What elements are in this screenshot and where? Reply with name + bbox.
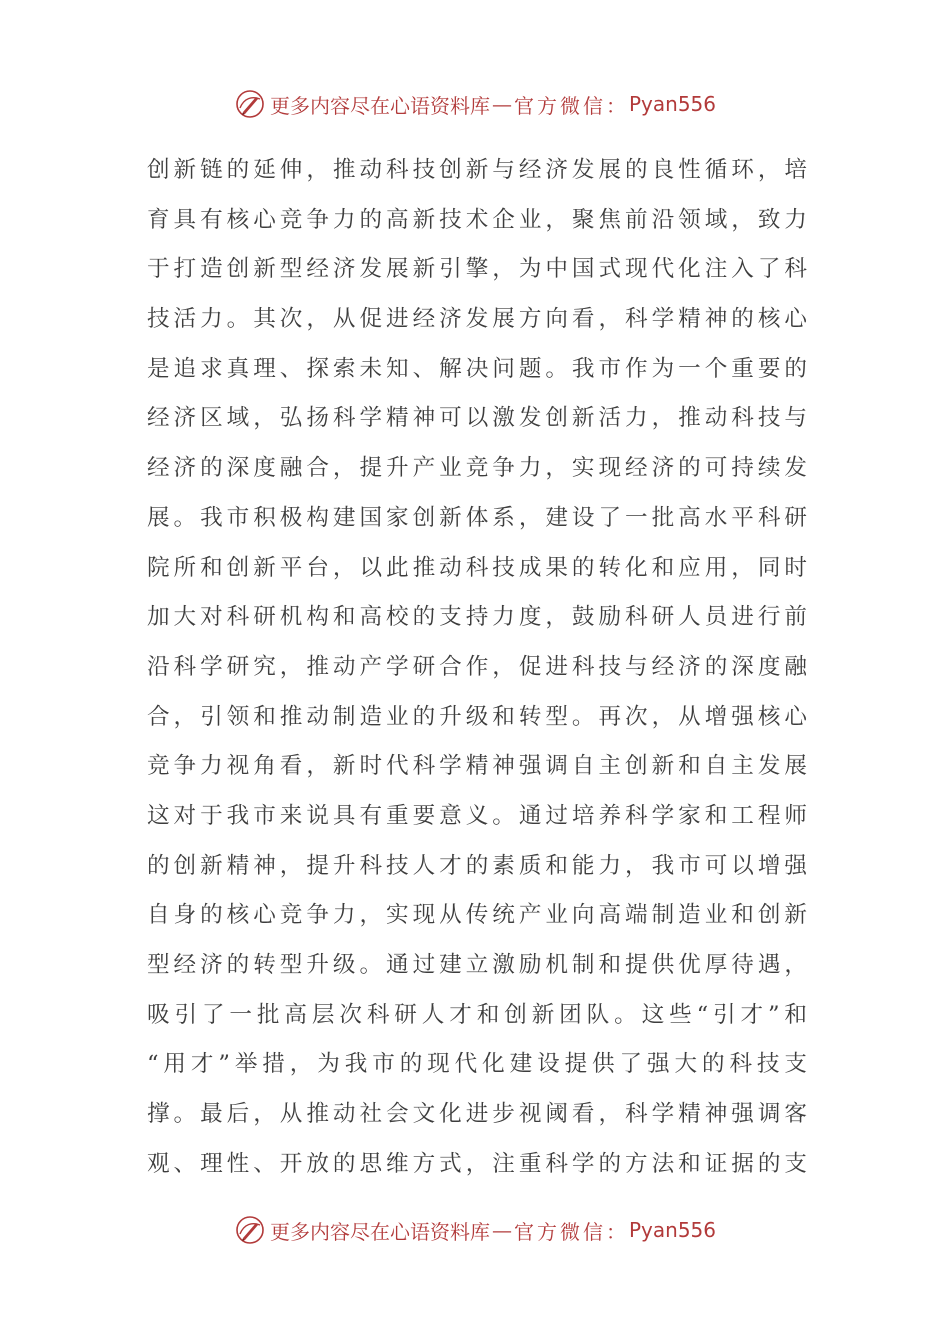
text-line: 是追求真理、探索未知、解决问题。我市作为一个重要的: [147, 355, 807, 382]
text-line: 撑。最后，从推动社会文化进步视阈看，科学精神强调客: [147, 1101, 807, 1128]
text-line: 观、理性、开放的思维方式，注重科学的方法和证据的支: [147, 1150, 807, 1177]
text-line: 创新链的延伸，推动科技创新与经济发展的良性循环，培: [147, 157, 807, 183]
pen-swirl-logo-icon: [234, 1214, 266, 1246]
pen-swirl-logo-icon: [234, 88, 266, 120]
text-line: 沿科学研究，推动产学研合作，促进科技与经济的深度融: [147, 653, 807, 680]
banner-wechat-label: 官方微信：: [513, 93, 629, 118]
text-line: 育具有核心竞争力的高新技术企业，聚焦前沿领域，致力: [147, 206, 807, 233]
text-line: 合，引领和推动制造业的升级和转型。再次，从增强核心: [147, 703, 807, 730]
footer-banner: [0, 1212, 950, 1248]
text-line: 的创新精神，提升科技人才的素质和能力，我市可以增强: [147, 852, 807, 879]
header-banner: [0, 86, 950, 122]
text-line: 加大对科研机构和高校的支持力度，鼓励科研人员进行前: [147, 604, 807, 631]
text-line: 于打造创新型经济发展新引擎，为中国式现代化注入了科: [147, 256, 807, 283]
banner-dash: —: [491, 1218, 512, 1242]
text-line: 这对于我市来说具有重要意义。通过培养科学家和工程师: [147, 802, 807, 829]
text-line: 自身的核心竞争力，实现从传统产业向高端制造业和创新: [147, 902, 807, 929]
banner-wechat-label: 官方微信：: [513, 1219, 629, 1244]
banner-slogan: 更多内容尽在心语资料库: [269, 1219, 490, 1244]
banner-slogan: 更多内容尽在心语资料库: [269, 93, 490, 118]
text-line: 竞争力视角看，新时代科学精神强调自主创新和自主发展: [147, 753, 807, 780]
body-text: [147, 146, 807, 1189]
banner-dash: —: [491, 92, 512, 116]
text-line: 技活力。其次，从促进经济发展方向看，科学精神的核心: [147, 306, 807, 333]
text-line: “用才”举措，为我市的现代化建设提供了强大的科技支: [147, 1051, 807, 1078]
text-line: 经济区域，弘扬科学精神可以激发创新活力，推动科技与: [147, 405, 807, 432]
banner-wechat-id: Pyan556: [628, 92, 716, 116]
text-line: 型经济的转型升级。通过建立激励机制和提供优厚待遇，: [147, 952, 807, 978]
banner-wechat-id: Pyan556: [628, 1218, 716, 1242]
text-line: 经济的深度融合，提升产业竞争力，实现经济的可持续发: [147, 455, 807, 482]
text-line: 吸引了一批高层次科研人才和创新团队。这些“引才”和: [147, 1001, 807, 1028]
text-line: 院所和创新平台，以此推动科技成果的转化和应用，同时: [147, 554, 807, 581]
text-line: 展。我市积极构建国家创新体系，建设了一批高水平科研: [147, 504, 807, 531]
